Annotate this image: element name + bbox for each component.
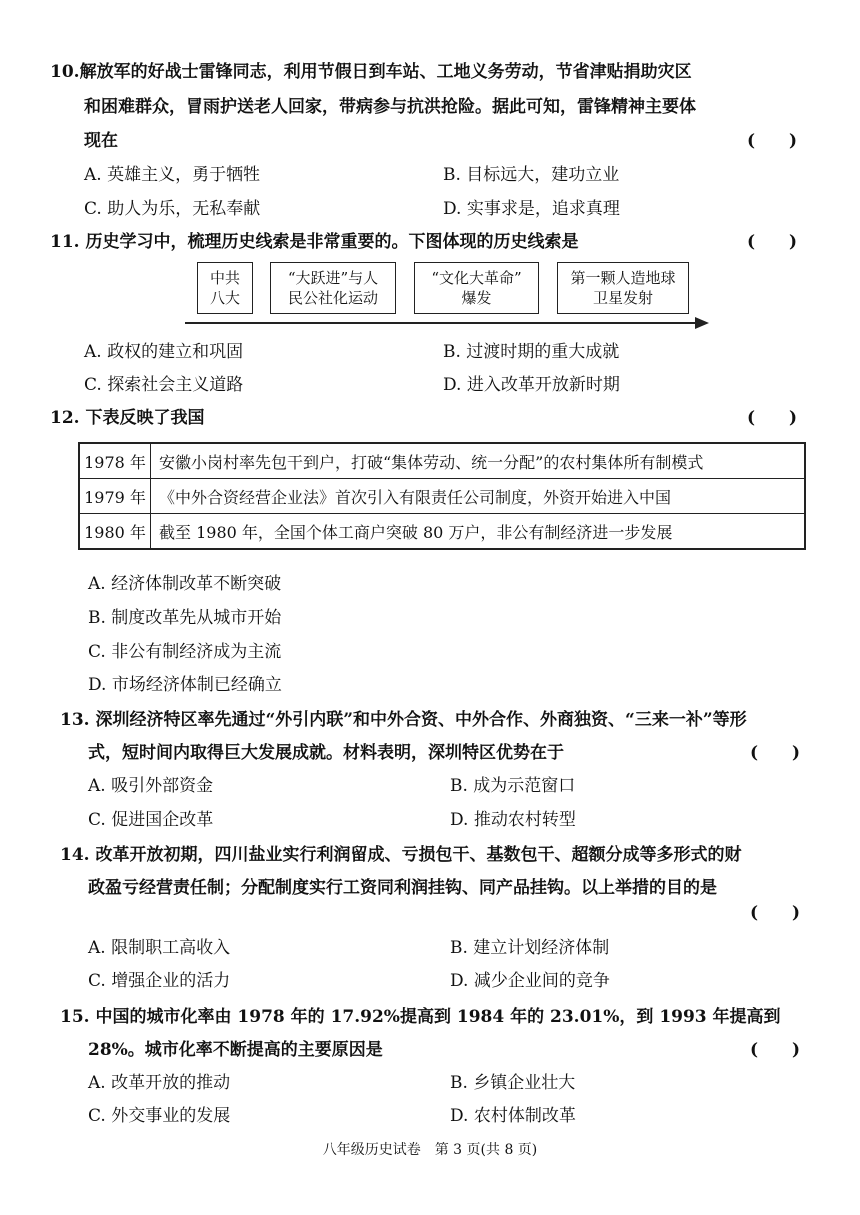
q14-option-b: B. 建立计划经济体制 [450, 938, 610, 958]
q10-option-d: D. 实事求是，追求真理 [443, 199, 620, 219]
timeline-box-1-line2: 八大 [209, 289, 240, 307]
timeline-box-1-line1: 中共 [209, 269, 240, 287]
timeline-box-3 [414, 262, 539, 314]
table-row [79, 479, 805, 514]
timeline-box-4-line1: 第一颗人造地球 [570, 269, 676, 287]
q15-option-a: A. 改革开放的推动 [88, 1073, 231, 1093]
q15-stem-line2: 28%。城市化率不断提高的主要原因是 [88, 1040, 383, 1060]
q15-answer-paren: ( ) [750, 1040, 801, 1060]
q10-stem-line3: 现在 [84, 131, 118, 151]
q15-option-b: B. 乡镇企业壮大 [450, 1073, 576, 1093]
q13-option-d: D. 推动农村转型 [450, 810, 576, 830]
q11-option-b: B. 过渡时期的重大成就 [443, 342, 620, 362]
q14-option-d: D. 减少企业间的竞争 [450, 971, 610, 991]
q13-stem-line1: 13. 深圳经济特区率先通过“外引内联”和中外合资、中外合作、外商独资、“三来一补”等形 [60, 710, 747, 730]
table-cell-event: 安徽小岗村率先包干到户，打破“集体劳动、统一分配”的农村集体所有制模式 [151, 443, 806, 479]
table-row [79, 443, 805, 479]
q12-option-a: A. 经济体制改革不断突破 [88, 574, 282, 594]
table-cell-year: 1978 年 [79, 443, 151, 479]
timeline-arrow-line [185, 322, 700, 324]
table-cell-year: 1979 年 [79, 479, 151, 514]
timeline-box-3-line1: “文化大革命” [431, 269, 522, 287]
q13-answer-paren: ( ) [750, 743, 801, 763]
timeline-arrow-head-icon [695, 317, 709, 329]
timeline-box-2-line2: 民公社化运动 [287, 289, 378, 307]
timeline-box-2-line1: “大跃进”与人 [287, 269, 379, 287]
q15-option-d: D. 农村体制改革 [450, 1106, 576, 1126]
q11-stem-line1: 11. 历史学习中，梳理历史线索是非常重要的。下图体现的历史线索是 [50, 232, 579, 252]
q14-option-a: A. 限制职工高收入 [88, 938, 231, 958]
q11-answer-paren: ( ) [747, 232, 798, 252]
q12-option-b: B. 制度改革先从城市开始 [88, 608, 282, 628]
q11-option-c: C. 探索社会主义道路 [84, 375, 244, 395]
q10-option-b: B. 目标远大，建功立业 [443, 165, 620, 185]
q13-option-a: A. 吸引外部资金 [88, 776, 214, 796]
q15-option-c: C. 外交事业的发展 [88, 1106, 231, 1126]
table-cell-year: 1980 年 [79, 514, 151, 550]
q13-option-c: C. 促进国企改革 [88, 810, 214, 830]
table-cell-event: 截至 1980 年，全国个体工商户突破 80 万户，非公有制经济进一步发展 [151, 514, 806, 550]
page-footer: 八年级历史试卷 第 3 页(共 8 页) [322, 1142, 538, 1158]
q11-option-d: D. 进入改革开放新时期 [443, 375, 620, 395]
q15-stem-line1: 15. 中国的城市化率由 1978 年的 17.92%提高到 1984 年的 23.01%，到 1993 年提高到 [60, 1007, 781, 1027]
timeline-box-1 [197, 262, 253, 314]
q10-answer-paren: ( ) [747, 131, 798, 151]
q11-timeline-diagram [185, 262, 710, 334]
q10-option-a: A. 英雄主义，勇于牺牲 [84, 165, 261, 185]
table-row [79, 514, 805, 550]
timeline-box-3-line2: 爆发 [461, 289, 492, 307]
timeline-box-4 [557, 262, 689, 314]
q14-stem-line2: 政盈亏经营责任制；分配制度实行工资同利润挂钩、同产品挂钩。以上举措的目的是 [88, 878, 717, 898]
q14-option-c: C. 增强企业的活力 [88, 971, 231, 991]
timeline-box-4-line2: 卫星发射 [592, 289, 653, 307]
q12-stem-line1: 12. 下表反映了我国 [50, 408, 205, 428]
q12-answer-paren: ( ) [747, 408, 798, 428]
q11-option-a: A. 政权的建立和巩固 [84, 342, 244, 362]
q14-stem-line1: 14. 改革开放初期，四川盐业实行利润留成、亏损包干、基数包干、超额分成等多形式的财 [60, 845, 742, 865]
timeline-box-2 [270, 262, 396, 314]
q13-option-b: B. 成为示范窗口 [450, 776, 576, 796]
q10-option-c: C. 助人为乐，无私奉献 [84, 199, 261, 219]
q14-answer-paren: ( ) [750, 903, 801, 923]
q10-stem-line1: 10.解放军的好战士雷锋同志，利用节假日到车站、工地义务劳动，节省津贴捐助灾区 [50, 62, 692, 82]
q12-events-table [78, 442, 806, 550]
q10-stem-line2: 和困难群众，冒雨护送老人回家，带病参与抗洪抢险。据此可知，雷锋精神主要体 [84, 97, 696, 117]
q12-option-d: D. 市场经济体制已经确立 [88, 675, 282, 695]
table-cell-event: 《中外合资经营企业法》首次引入有限责任公司制度，外资开始进入中国 [151, 479, 806, 514]
q12-option-c: C. 非公有制经济成为主流 [88, 642, 282, 662]
q13-stem-line2: 式，短时间内取得巨大发展成就。材料表明，深圳特区优势在于 [88, 743, 564, 763]
